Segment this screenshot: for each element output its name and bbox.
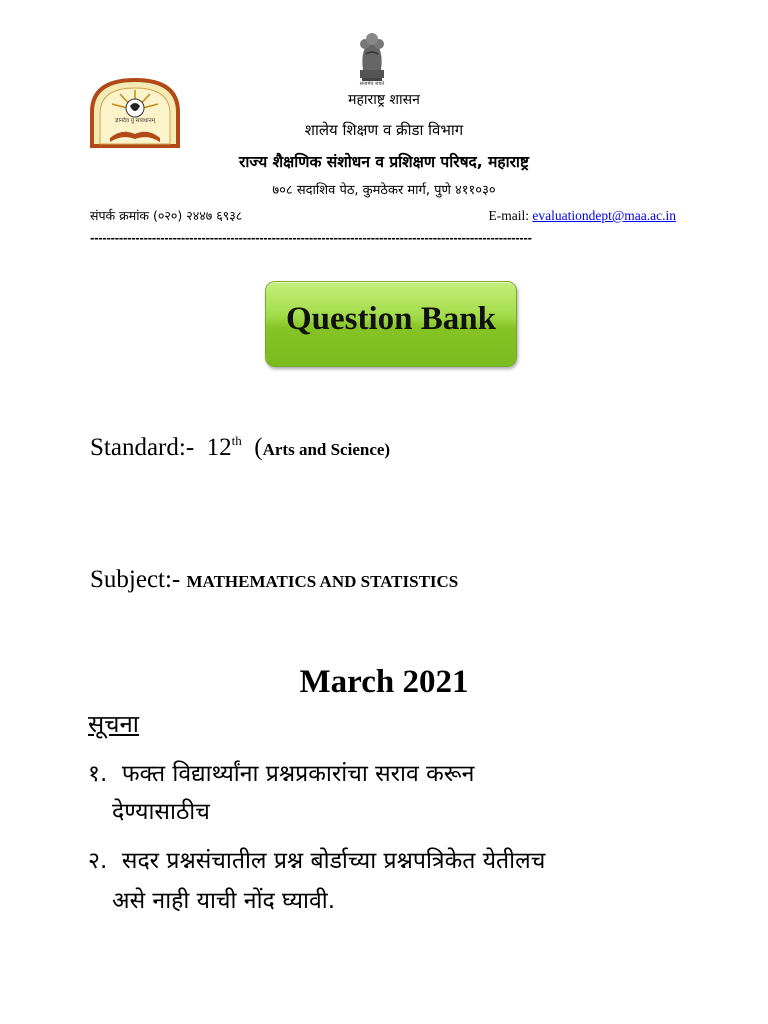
council-name: राज्य शैक्षणिक संशोधन व प्रशिक्षण परिषद, महाराष्ट्र	[238, 153, 529, 171]
instruction-item-1	[88, 756, 474, 788]
standard-suffix: th	[231, 433, 242, 448]
email-label: E-mail:	[488, 208, 533, 223]
national-emblem-icon	[351, 30, 393, 90]
instruction-text: फक्त विद्यार्थ्यांना प्रश्नप्रकारांचा सराव करून	[121, 761, 475, 787]
contact-row	[90, 207, 676, 229]
email-link[interactable]: evaluationdept@maa.ac.in	[532, 208, 676, 223]
standard-label: Standard:-	[90, 434, 195, 461]
instruction-item-2-continued: असे नाही याची नोंद घ्यावी.	[112, 888, 336, 914]
instruction-number: २.	[88, 848, 108, 874]
subject-label: Subject:-	[90, 566, 181, 593]
instruction-number: १.	[88, 761, 108, 787]
instructions-title: सूचना	[88, 710, 139, 738]
department-name: शालेय शिक्षण व क्रीडा विभाग	[304, 121, 464, 139]
address: ७०८ सदाशिव पेठ, कुमठेकर मार्ग, पुणे ४११०३०	[272, 183, 496, 198]
dashed-divider: -----------------------------------------------------------------------------------------------------------	[90, 230, 532, 245]
subject-value: MATHEMATICS AND STATISTICS	[186, 572, 459, 591]
contact-number: संपर्क क्रमांक (०२०) २४४७ ६९३८	[90, 208, 243, 223]
instruction-item-1-continued: देण्यासाठीच	[112, 799, 210, 825]
logo-motto: ज्ञानदेव यु सावधानम्	[114, 118, 156, 124]
standard-line: Standard:- 12th (Arts and Science)	[90, 433, 391, 461]
question-bank-banner	[265, 281, 517, 367]
emblem-motto: सत्यमेव जयते	[359, 81, 385, 87]
standard-value: 12	[206, 434, 232, 461]
exam-date: March 2021	[299, 664, 469, 700]
subject-line	[90, 566, 458, 594]
email-line	[489, 208, 677, 224]
question-bank-label: Question Bank	[286, 300, 496, 337]
instruction-item-2	[88, 843, 545, 875]
government-name: महाराष्ट्र शासन	[348, 92, 420, 108]
standard-stream: Arts and Science	[262, 440, 385, 459]
instruction-text: सदर प्रश्नसंचातील प्रश्न बोर्डाच्या प्रश्नपत्रिकेत येतीलच	[121, 848, 546, 874]
